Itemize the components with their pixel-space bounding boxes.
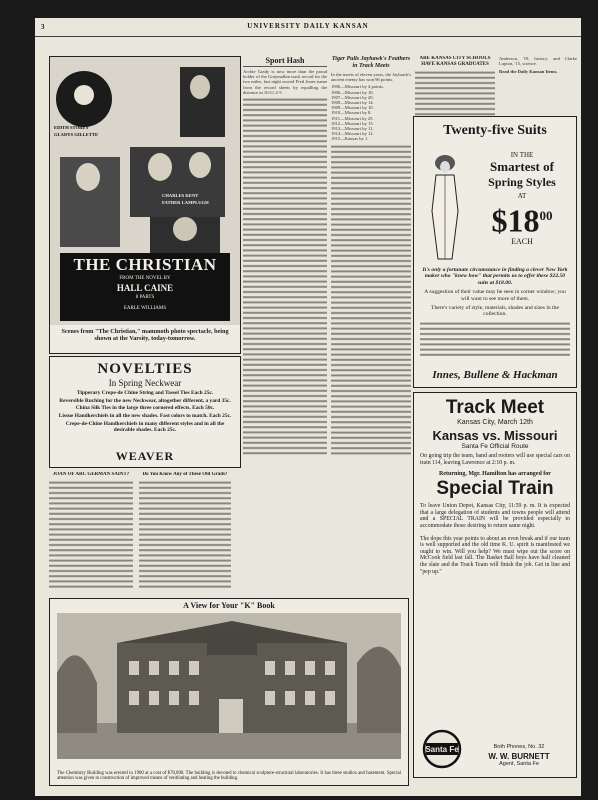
novelties-list	[50, 388, 240, 437]
novelties-item: China Silk Ties in the large three cornered effects. Each 50c.	[75, 405, 215, 412]
sport-hash-heading: Sport Hash	[243, 56, 327, 67]
track-meet-heading: Track Meet	[445, 397, 545, 418]
track-meet-agent-title: Agent, Santa Fe	[499, 761, 539, 767]
tiger-body-text	[331, 144, 411, 456]
masthead	[35, 22, 581, 37]
sport-hash-lead: Archie Grady is now more than the proud holder of the Graymalkin track record for the two miles, last night scored Fred Jones name from the record sheets by equalling the distance in 10:11 2-5.	[243, 69, 327, 95]
tiger-result: 1914—Missouri by 12.	[331, 131, 374, 137]
novelties-store: WEAVER	[115, 449, 175, 463]
kbook-heading: A View for Your "K" Book	[183, 601, 275, 610]
suits-ad	[413, 116, 577, 388]
christian-cast-1: GLADYS GILLETTE	[54, 132, 99, 137]
christian-bottom-line: EARLE WILLIAMS	[123, 306, 167, 311]
track-meet-return-note: Returning, Mgr. Hamilton has arranged for	[439, 471, 551, 478]
christian-author: HALL CAINE	[116, 283, 174, 293]
christian-film-title: THE CHRISTIAN	[73, 255, 217, 274]
sidebar-notes-heading: Anderson, '19, history; and Clarke Lupton, '15, science.	[499, 56, 577, 67]
tiger-result: 1915—Kansas by 1.	[331, 136, 369, 142]
joan-heading: JOAN OF ARC GERMAN SAINT?	[52, 472, 130, 477]
christian-cast-2: CHARLES KENT	[162, 193, 199, 198]
novelties-ad	[49, 356, 241, 468]
old-grads-article	[139, 472, 231, 592]
tiger-result: 1908—Missouri by 14.	[331, 100, 374, 106]
novelties-item: Tipperary Crepe-de Chine String and Tassel Ties Each 25c.	[76, 390, 214, 396]
kc-schools-heading: ARE KANSAS CITY SCHOOLS HAVE KANSAS GRADUATES	[419, 56, 491, 67]
sidebar-notes-line: Read the Daily Kansan Items.	[499, 69, 558, 75]
tiger-article	[331, 56, 411, 456]
novelties-subheading: In Spring Neckwear	[108, 378, 182, 388]
sidebar-notes	[499, 56, 577, 116]
tiger-intro: In the meets of eleven years, the Jayhawk's ancient enemy has won 96 points.	[331, 72, 411, 83]
christian-ad	[49, 56, 241, 354]
novelties-item: Lissue Handkerchiefs in all the new shades. Fast colors to match. Each 25c.	[58, 413, 232, 420]
track-meet-dope: The dope this year points to about an even break and if our team is well supported and the old time K. U. spirit is manifested we ought to win. Will you help? We must wipe out the score on McCook field last fall. The Basket Ball boys have half cleaned the slate and the Track Team will finish the job. Get in line and "pep up."	[420, 535, 570, 575]
suits-body-text	[420, 321, 570, 357]
chemistry-building-photo	[57, 613, 401, 759]
newspaper-page	[35, 18, 581, 796]
kbook-caption: The Chemistry Building was erected in 1900 at a cost of $70,000. The building is devoted to chemical sculpture-structural laboratories. It has three studios and basement. Special attention was given to construction of improved means of ventilating and heating the building.	[57, 770, 401, 782]
track-meet-phones: Both Phones, No. 32	[493, 744, 545, 750]
tiger-result: 1909—Missouri by 10.	[331, 105, 374, 111]
suits-variety: There's variety of style, materials, shades and sizes in the collection.	[431, 305, 559, 318]
suits-each: EACH	[511, 236, 533, 246]
joan-article	[49, 472, 133, 592]
sport-hash-column	[243, 56, 327, 456]
special-train-heading: Special Train	[436, 478, 554, 500]
tiger-result: 1912—Missouri by 15.	[331, 120, 374, 126]
suits-headline: Twenty-five Suits	[443, 123, 547, 138]
tiger-result: 1906—Missouri by 10.	[331, 89, 374, 95]
old-grads-heading: Do You Know Any of These Old Grads?	[142, 472, 228, 477]
track-meet-matchup: Kansas vs. Missouri	[432, 428, 558, 443]
old-grads-body-text	[139, 480, 231, 590]
novelties-item: Reversible Ruching for the new Neckwear, altogether different, a yard 35c.	[59, 397, 231, 404]
christian-cast-3: FATHER LAMPLUGH	[162, 200, 209, 205]
suits-price-dollars: $18	[491, 202, 540, 239]
tiger-result: 1913—Missouri by 11.	[331, 126, 374, 132]
suits-price-cents: 00	[539, 208, 553, 223]
suits-pitch: It's only a fortunate circumstance in finding a clever New York maker who "knew how" that permits us to offer these $22.50 suits at $18.00.	[422, 267, 568, 286]
suits-in-the: IN THE	[510, 151, 534, 159]
track-meet-route: Santa Fe Official Route	[461, 443, 529, 450]
tiger-result: 1906—Missouri by 4 points.	[331, 84, 384, 90]
tiger-result: 1910—Missouri by 8.	[331, 110, 372, 116]
tiger-heading: Tiger Pulls Jayhawk's Feathers in Track Meets	[331, 56, 411, 69]
suits-price	[472, 200, 572, 237]
santa-fe-logo-icon	[422, 729, 462, 769]
christian-from-novel: FROM THE NOVEL BY	[119, 276, 171, 281]
christian-reels: 8 PARTS	[135, 295, 155, 300]
suits-suggestion: A suggestion of their value may be seen in corner window; you will want to see more of them.	[424, 289, 566, 302]
novelties-item: Crepe-de-Chine Handkerchiefs in many different styles and in all the desirable shades. Each 25c.	[65, 420, 225, 434]
page-number: 3	[41, 23, 46, 31]
woman-in-suit-illustration	[422, 151, 468, 261]
tiger-results	[331, 84, 411, 141]
track-meet-date: Kansas City, March 12th	[457, 419, 533, 426]
tiger-result: 1907—Missouri by 20.	[331, 94, 374, 100]
kbook-ad	[49, 598, 409, 786]
suits-store: Innes, Bullene & Hackman	[432, 369, 558, 381]
special-train-body: To leave Union Depot, Kansas City, 11:59 p. m. It is expected that a large delegation of students and towns people will attend and a SPECIAL TRAIN will be provided especially to accommodate those desiring to return same night.	[420, 503, 570, 529]
christian-caption: Scenes from "The Christian," mammoth photo spectacle, being shown at the Varsity, today-tomorrow.	[61, 328, 229, 342]
track-meet-fare: On going trip the team, band and rooters will use special cars on train 114, leaving Lawrence at 2:10 p. m.	[420, 453, 570, 466]
santa-fe-logo-text: Santa Fe	[425, 745, 459, 754]
christian-star: EDITH STOREY	[54, 125, 89, 130]
tiger-result: 1911—Missouri by 25.	[331, 115, 374, 121]
suits-at: AT	[517, 192, 527, 200]
kc-schools-body-text	[415, 70, 495, 120]
novelties-heading: NOVELTIES	[97, 361, 193, 377]
suits-smartest: Smartest of	[490, 159, 554, 174]
joan-body-text	[49, 480, 133, 590]
masthead-title: UNIVERSITY DAILY KANSAN	[247, 22, 369, 30]
track-meet-agent-name: W. W. BURNETT	[488, 752, 550, 761]
sport-hash-body-text	[243, 97, 327, 456]
track-meet-ad	[413, 392, 577, 778]
suits-spring: Spring Styles	[488, 175, 556, 189]
